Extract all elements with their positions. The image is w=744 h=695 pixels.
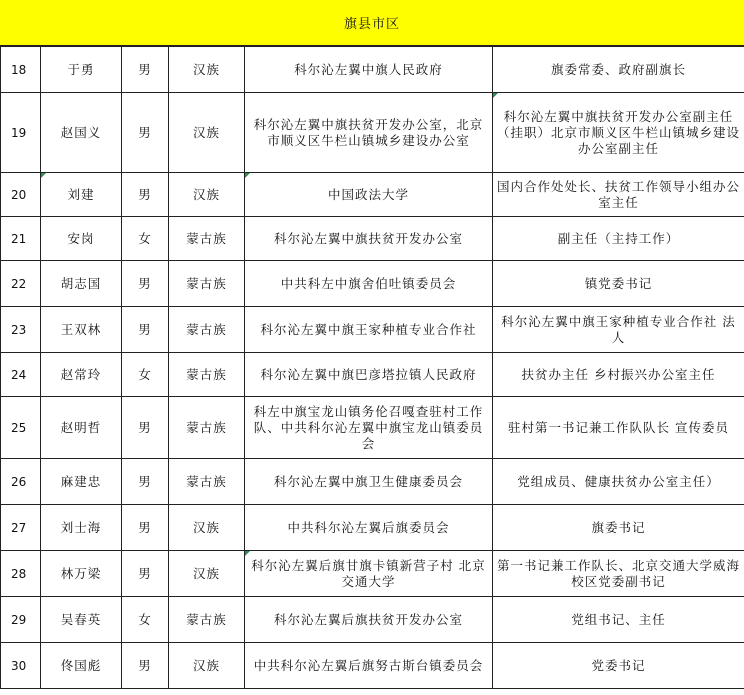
ethnicity-cell: 蒙古族	[169, 307, 245, 353]
gender-cell: 女	[122, 217, 169, 261]
ethnicity-cell: 汉族	[169, 173, 245, 217]
person-name-cell: 刘建	[41, 173, 122, 217]
row-number-cell: 20	[1, 173, 41, 217]
gender-cell: 男	[122, 459, 169, 505]
work-unit-cell: 科尔沁左翼中旗扶贫开发办公室，北京市顺义区牛栏山镇城乡建设办公室	[245, 93, 493, 173]
position-title-cell: 党组成员、健康扶贫办公室主任）	[493, 459, 744, 505]
person-name-cell: 于勇	[41, 47, 122, 93]
work-unit-cell: 中共科尔沁左翼后旗努古斯台镇委员会	[245, 643, 493, 689]
row-number-cell: 28	[1, 551, 41, 597]
person-name-cell: 赵国义	[41, 93, 122, 173]
position-title-cell: 扶贫办主任 乡村振兴办公室主任	[493, 353, 744, 397]
row-number-cell: 24	[1, 353, 41, 397]
ethnicity-cell: 蒙古族	[169, 261, 245, 307]
person-name-cell: 林万梁	[41, 551, 122, 597]
ethnicity-cell: 蒙古族	[169, 397, 245, 459]
position-title-cell: 党委书记	[493, 643, 744, 689]
person-name-cell: 胡志国	[41, 261, 122, 307]
position-title-cell: 科尔沁左翼中旗王家种植专业合作社 法人	[493, 307, 744, 353]
person-name-cell: 麻建忠	[41, 459, 122, 505]
work-unit-cell: 中国政法大学	[245, 173, 493, 217]
row-number-cell: 27	[1, 505, 41, 551]
row-number-cell: 25	[1, 397, 41, 459]
gender-cell: 男	[122, 551, 169, 597]
row-number-cell: 19	[1, 93, 41, 173]
table-row	[1, 173, 744, 217]
table-row	[1, 307, 744, 353]
work-unit-cell: 科尔沁左翼中旗王家种植专业合作社	[245, 307, 493, 353]
position-title-cell: 党组书记、主任	[493, 597, 744, 643]
table-row	[1, 353, 744, 397]
section-header	[0, 0, 744, 46]
gender-cell: 女	[122, 353, 169, 397]
gender-cell: 男	[122, 307, 169, 353]
roster-rows	[1, 47, 744, 689]
gender-cell: 男	[122, 93, 169, 173]
person-name-cell: 吴春英	[41, 597, 122, 643]
table-row	[1, 459, 744, 505]
ethnicity-cell: 蒙古族	[169, 597, 245, 643]
person-name-cell: 赵明哲	[41, 397, 122, 459]
table-row	[1, 217, 744, 261]
position-title-cell: 国内合作处处长、扶贫工作领导小组办公室主任	[493, 173, 744, 217]
work-unit-cell: 科尔沁左翼中旗巴彦塔拉镇人民政府	[245, 353, 493, 397]
ethnicity-cell: 蒙古族	[169, 459, 245, 505]
work-unit-cell: 中共科尔沁左翼后旗委员会	[245, 505, 493, 551]
position-title-cell: 副主任（主持工作）	[493, 217, 744, 261]
row-number-cell: 30	[1, 643, 41, 689]
work-unit-cell: 科左中旗宝龙山镇务伦召嘎查驻村工作队、中共科尔沁左翼中旗宝龙山镇委员会	[245, 397, 493, 459]
ethnicity-cell: 汉族	[169, 93, 245, 173]
table-row	[1, 597, 744, 643]
work-unit-cell: 科尔沁左翼中旗扶贫开发办公室	[245, 217, 493, 261]
gender-cell: 男	[122, 505, 169, 551]
person-name-cell: 佟国彪	[41, 643, 122, 689]
roster-table	[0, 46, 744, 689]
ethnicity-cell: 汉族	[169, 551, 245, 597]
row-number-cell: 26	[1, 459, 41, 505]
ethnicity-cell: 汉族	[169, 505, 245, 551]
gender-cell: 男	[122, 47, 169, 93]
row-number-cell: 29	[1, 597, 41, 643]
gender-cell: 男	[122, 397, 169, 459]
gender-cell: 女	[122, 597, 169, 643]
table-row	[1, 93, 744, 173]
table-row	[1, 47, 744, 93]
ethnicity-cell: 汉族	[169, 47, 245, 93]
person-name-cell: 赵常玲	[41, 353, 122, 397]
row-number-cell: 23	[1, 307, 41, 353]
section-title: 旗县市区	[343, 17, 400, 32]
gender-cell: 男	[122, 643, 169, 689]
work-unit-cell: 科尔沁左翼中旗卫生健康委员会	[245, 459, 493, 505]
work-unit-cell: 中共科左中旗舍伯吐镇委员会	[245, 261, 493, 307]
position-title-cell: 第一书记兼工作队长、北京交通大学威海校区党委副书记	[493, 551, 744, 597]
person-name-cell: 王双林	[41, 307, 122, 353]
table-row	[1, 643, 744, 689]
work-unit-cell: 科尔沁左翼后旗扶贫开发办公室	[245, 597, 493, 643]
ethnicity-cell: 蒙古族	[169, 353, 245, 397]
position-title-cell: 旗委书记	[493, 505, 744, 551]
person-name-cell: 安岗	[41, 217, 122, 261]
work-unit-cell: 科尔沁左翼中旗人民政府	[245, 47, 493, 93]
work-unit-cell: 科尔沁左翼后旗甘旗卡镇新营子村 北京交通大学	[245, 551, 493, 597]
ethnicity-cell: 蒙古族	[169, 217, 245, 261]
gender-cell: 男	[122, 173, 169, 217]
row-number-cell: 18	[1, 47, 41, 93]
table-row	[1, 397, 744, 459]
position-title-cell: 驻村第一书记兼工作队队长 宣传委员	[493, 397, 744, 459]
table-row	[1, 261, 744, 307]
row-number-cell: 22	[1, 261, 41, 307]
table-row	[1, 551, 744, 597]
table-row	[1, 505, 744, 551]
position-title-cell: 镇党委书记	[493, 261, 744, 307]
person-name-cell: 刘士海	[41, 505, 122, 551]
gender-cell: 男	[122, 261, 169, 307]
position-title-cell: 科尔沁左翼中旗扶贫开发办公室副主任（挂职）北京市顺义区牛栏山镇城乡建设办公室副主任	[493, 93, 744, 173]
ethnicity-cell: 汉族	[169, 643, 245, 689]
position-title-cell: 旗委常委、政府副旗长	[493, 47, 744, 93]
row-number-cell: 21	[1, 217, 41, 261]
